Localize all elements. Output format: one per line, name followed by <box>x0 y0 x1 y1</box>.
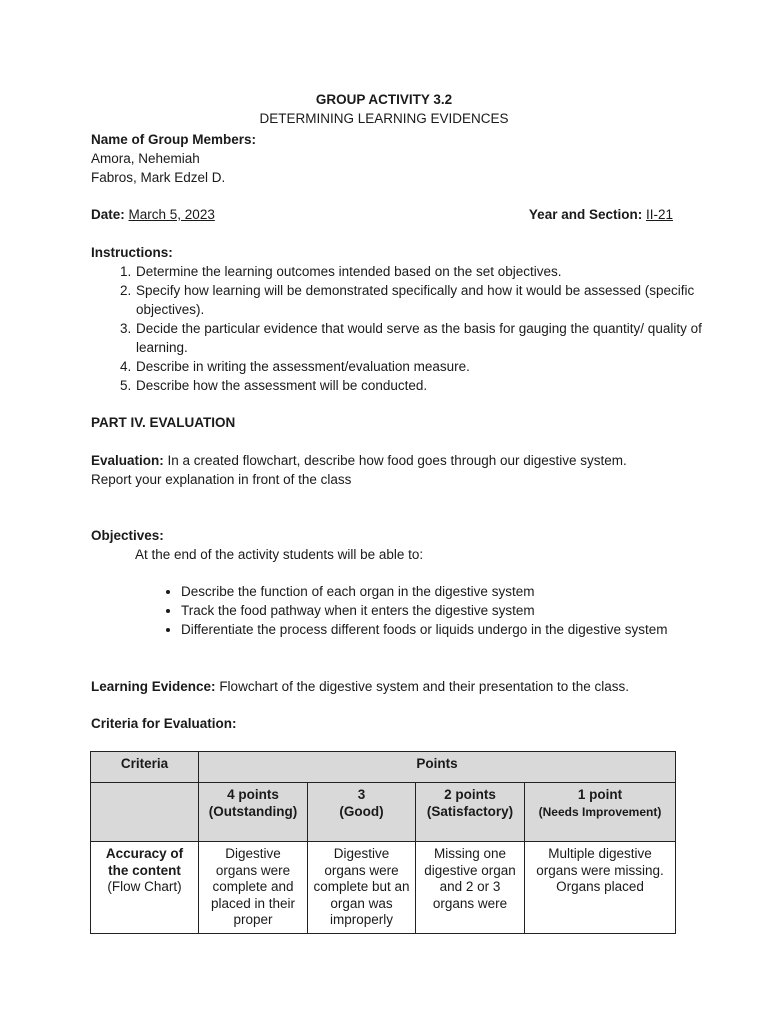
level-header <box>308 783 416 842</box>
member-name: Fabros, Mark Edzel D. <box>91 170 226 185</box>
instruction-item: 4. Describe in writing the assessment/evaluation measure. <box>135 357 715 376</box>
level-header <box>199 783 308 842</box>
instruction-item: 2. Specify how learning will be demonstrated specifically and how it would be assessed (specific objectives). <box>135 281 715 319</box>
instructions-label: Instructions: <box>91 245 173 260</box>
objectives-label: Objectives: <box>91 528 164 543</box>
rubric-table <box>90 751 676 934</box>
table-row <box>91 842 676 934</box>
members-label: Name of Group Members: <box>91 132 257 147</box>
year-section-label: Year and Section: <box>528 207 643 222</box>
date-value: March 5, 2023 <box>128 207 215 222</box>
rubric-cell: Digestive organs were complete and placed in their proper <box>199 842 308 934</box>
level-name: (Needs Improvement) <box>538 804 662 819</box>
objectives-intro: At the end of the activity students will be able to: <box>135 547 424 562</box>
learning-evidence-label: Learning Evidence: <box>91 679 216 694</box>
level-points: 1 point <box>577 787 623 802</box>
objective-item: • Track the food pathway when it enters the digestive system <box>181 601 701 620</box>
level-header <box>416 783 525 842</box>
activity-subtitle: DETERMINING LEARNING EVIDENCES <box>259 111 509 126</box>
criterion-name: Accuracy of the content <box>105 846 184 878</box>
evaluation-label: Evaluation: <box>91 453 164 468</box>
blank-header-cell <box>91 783 199 842</box>
evaluation-line <box>91 451 627 470</box>
objective-item: • Describe the function of each organ in the digestive system <box>181 582 701 601</box>
points-header: Points <box>199 752 676 783</box>
learning-evidence-text: Flowchart of the digestive system and their presentation to the class. <box>219 679 630 694</box>
instruction-item: 3. Decide the particular evidence that would serve as the basis for gauging the quantity/ quality of learning. <box>135 319 715 357</box>
instruction-item: 1. Determine the learning outcomes intended based on the set objectives. <box>135 262 715 281</box>
date-label: Date: <box>91 207 125 222</box>
level-header <box>525 783 676 842</box>
member-name: Amora, Nehemiah <box>91 151 200 166</box>
year-section-row <box>529 205 673 224</box>
part-heading: PART IV. EVALUATION <box>91 415 236 430</box>
criterion-sub: (Flow Chart) <box>107 879 182 894</box>
level-name: (Satisfactory) <box>426 803 514 819</box>
rubric-cell: Digestive organs were complete but an organ was improperly <box>308 842 416 934</box>
evaluation-text-cont: Report your explanation in front of the class <box>91 472 352 487</box>
level-points: 4 points <box>227 787 279 802</box>
instruction-item: 5. Describe how the assessment will be conducted. <box>135 376 715 395</box>
level-points: 3 <box>357 787 366 802</box>
level-name: (Good) <box>339 803 384 819</box>
criterion-cell <box>91 842 199 934</box>
year-section-value: II-21 <box>645 207 673 222</box>
activity-title: GROUP ACTIVITY 3.2 <box>315 92 453 107</box>
rubric-cell: Missing one digestive organ and 2 or 3 organs were <box>416 842 525 934</box>
level-name: (Outstanding) <box>208 803 298 819</box>
evaluation-text: In a created flowchart, describe how food goes through our digestive system. <box>167 453 627 468</box>
rubric-cell: Multiple digestive organs were missing. Organs placed <box>525 842 676 934</box>
date-row <box>91 205 215 224</box>
objective-item: • Differentiate the process different foods or liquids undergo in the digestive system <box>181 620 701 639</box>
learning-evidence-line <box>91 677 629 696</box>
instructions-list <box>91 262 715 395</box>
objectives-list <box>135 582 701 639</box>
level-points: 2 points <box>444 787 496 802</box>
criteria-header: Criteria <box>91 752 199 783</box>
criteria-label: Criteria for Evaluation: <box>91 716 237 731</box>
